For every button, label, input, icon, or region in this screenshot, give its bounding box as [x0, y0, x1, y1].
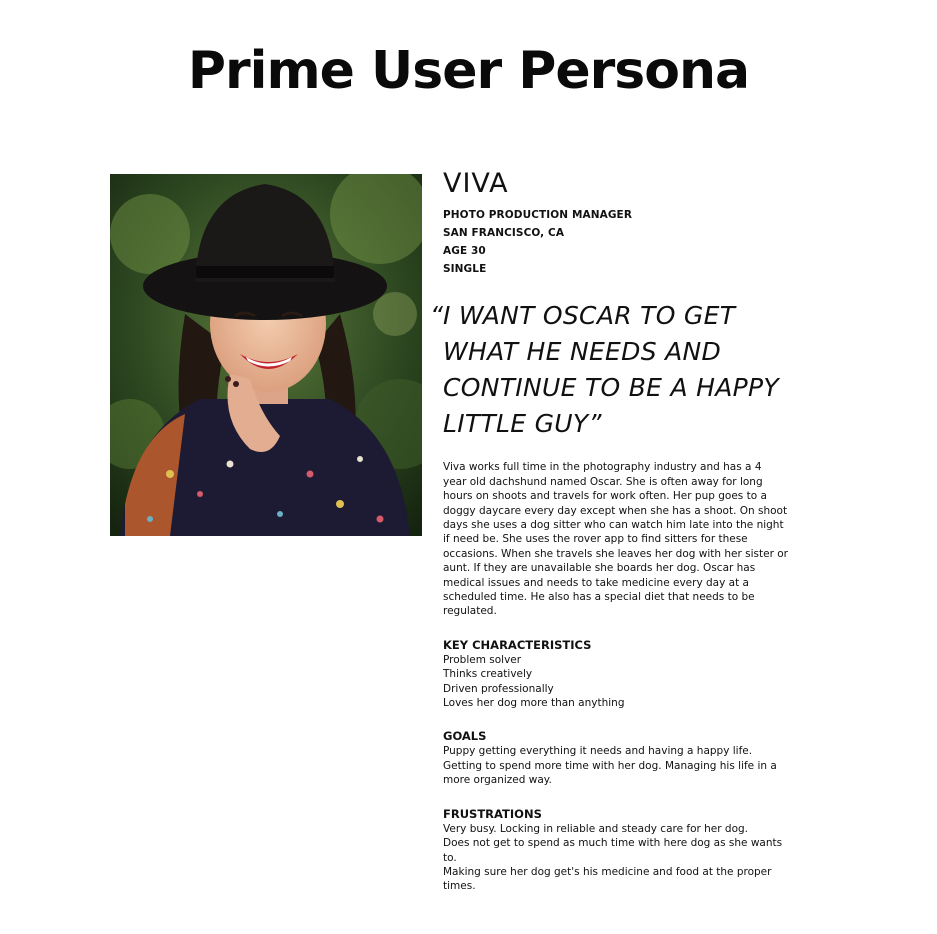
list-item: Loves her dog more than anything: [443, 697, 625, 710]
quote-text: I WANT OSCAR TO GET WHAT HE NEEDS AND CONTINUE TO BE A HAPPY LITTLE GUY”: [443, 301, 779, 439]
frustration-line: Does not get to spend as much time with here dog as she wants to.: [443, 837, 783, 864]
goals-heading: GOALS: [443, 729, 487, 744]
persona-meta: [443, 206, 788, 278]
persona-photo: [110, 174, 422, 536]
persona-details: [430, 168, 788, 894]
key-characteristics-heading: KEY CHARACTERISTICS: [443, 637, 592, 652]
page-title: Prime User Persona: [187, 41, 750, 101]
goals-section: [443, 728, 788, 787]
list-item: Driven professionally: [443, 682, 554, 695]
persona-bio: Viva works full time in the photography industry and has a 4 year old dachshund named Oscar. She is often away for long hours on shoots and travels for work often. Her pup goes to a doggy daycare every day except when she has a shoot. On shoot days she uses a dog sitter who can watch him late into the night if need be. She uses the rover app to find sitters for these occasions. When she travels she leaves her dog with her sister or aunt. If they are unavailable she boards her dog. Oscar has medical issues and needs to take medicine every day at a scheduled time. He also has a special diet that needs to be regulated.: [443, 461, 788, 618]
persona-occupation: PHOTO PRODUCTION MANAGER: [443, 209, 633, 222]
frustration-line: Making sure her dog get's his medicine and food at the proper times.: [443, 865, 772, 893]
list-item: Thinks creatively: [443, 668, 533, 681]
frustration-line: Very busy. Locking in reliable and steady care for her dog.: [443, 822, 749, 835]
persona-quote: [430, 298, 788, 442]
frustrations-heading: FRUSTRATIONS: [443, 806, 542, 821]
key-characteristics-section: [443, 637, 788, 711]
quote-open-mark: “: [430, 301, 444, 331]
persona-name: VIVA: [443, 168, 509, 199]
frustrations-section: [443, 806, 788, 894]
persona-location: SAN FRANCISCO, CA: [443, 227, 565, 240]
goals-text: Puppy getting everything it needs and having a happy life. Getting to spend more time with her dog. Managing his life in a more organized way.: [443, 745, 777, 787]
list-item: Problem solver: [443, 653, 522, 666]
persona-age: AGE 30: [443, 245, 486, 258]
persona-status: SINGLE: [443, 263, 487, 276]
